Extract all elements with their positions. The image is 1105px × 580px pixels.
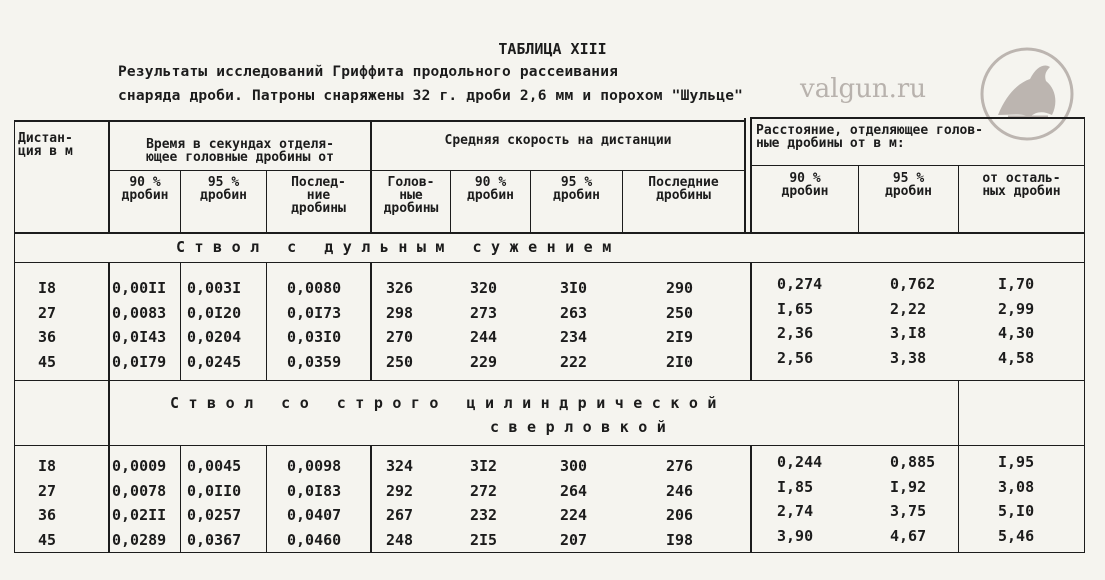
table-cell: 320 [470, 279, 498, 297]
table-column-vhead [386, 276, 413, 374]
table-cell: 4,58 [998, 348, 1035, 367]
table-cell: 2I0 [666, 352, 694, 371]
table-cell: 3,75 [890, 502, 927, 520]
header-time-95: 95 % дробин [200, 175, 247, 203]
table-column-vlast [666, 454, 693, 552]
table-cell: 0,0460 [287, 530, 342, 549]
table-cell: 0,0083 [112, 303, 167, 322]
table-cell: 0,0289 [112, 530, 167, 549]
table-cell: 45 [38, 352, 57, 371]
table-cell: 0,0098 [287, 457, 342, 475]
table-cell: 36 [38, 328, 57, 346]
table-cell: 0,0I43 [112, 328, 167, 346]
table-cell: 207 [560, 530, 588, 549]
table-column-dist [38, 276, 56, 374]
table-cell: 206 [666, 506, 694, 524]
table-cell: 3,38 [890, 348, 927, 367]
table-cell: 0,885 [890, 453, 936, 471]
table-cell: 3I0 [560, 279, 588, 297]
table-cell: 324 [386, 457, 414, 475]
table-cell: 2,22 [890, 299, 927, 318]
table-cell: 2,74 [777, 502, 814, 520]
section-title-cylinder-1: Ствол со строго цилиндрической [170, 394, 726, 412]
table-cell: 0,0245 [187, 352, 242, 371]
table-cell: 2,99 [998, 299, 1035, 318]
table-cell: 2I5 [470, 530, 498, 549]
table-cell: 0,0204 [187, 328, 242, 346]
table-cell: 3,08 [998, 477, 1035, 496]
table-column-v90 [470, 454, 497, 552]
header-speed-95: 95 % дробин [553, 175, 600, 203]
table-cell: 0,0009 [112, 457, 167, 475]
table-cell: 298 [386, 303, 414, 322]
table-column-t90 [112, 454, 166, 552]
table-cell: 0,0045 [187, 457, 242, 475]
table-cell: 272 [470, 481, 498, 500]
table-cell: 0,0I79 [112, 352, 167, 371]
table-cell: 3,90 [777, 526, 814, 545]
table-cell: 0,274 [777, 275, 823, 293]
table-cell: 290 [666, 279, 694, 297]
table-cell: 0,0407 [287, 506, 342, 524]
table-cell: 232 [470, 506, 498, 524]
table-column-v95 [560, 276, 587, 374]
table-cell: 3,I8 [890, 324, 927, 342]
table-column-v90 [470, 276, 497, 374]
table-cell: I8 [38, 457, 57, 475]
table-column-d95 [890, 272, 935, 370]
table-cell: 5,46 [998, 526, 1035, 545]
table-cell: 250 [386, 352, 414, 371]
table-cell: 4,30 [998, 324, 1035, 342]
table-cell: 300 [560, 457, 588, 475]
table-cell: 229 [470, 352, 498, 371]
header-distance-group: Расстояние, отделяющее голов- ные дробины от в м: [756, 123, 983, 151]
caption-line-2: снаряда дроби. Патроны снаряжены 32 г. дроби 2,6 мм и порохом "Шульце" [118, 88, 744, 104]
table-cell: 0,0359 [287, 352, 342, 371]
table-cell: 27 [38, 481, 57, 500]
table-cell: 0,02II [112, 506, 167, 524]
table-column-d95 [890, 450, 935, 548]
table-cell: 292 [386, 481, 414, 500]
watermark-text: valgun.ru [800, 74, 927, 104]
header-dist-95: 95 % дробин [885, 171, 932, 199]
table-column-d90 [777, 272, 822, 370]
table-cell: 246 [666, 481, 694, 500]
header-dist-rest: от осталь- ных дробин [982, 171, 1061, 199]
header-time-group: Время в секундах отделя- ющее головные дробины от [146, 137, 334, 165]
table-cell: I,95 [998, 453, 1035, 471]
table-column-d90 [777, 450, 822, 548]
section-title-choke: Ствол с дульным сужением [176, 238, 621, 256]
table-cell: 250 [666, 303, 694, 322]
table-cell: 273 [470, 303, 498, 322]
table-column-t95 [187, 276, 241, 374]
table-column-t95 [187, 454, 241, 552]
table-cell: 0,00II [112, 279, 167, 297]
header-time-last: Послед- ние дробины [291, 175, 346, 216]
table-cell: I8 [38, 279, 57, 297]
table-cell: 0,03I0 [287, 328, 342, 346]
table-column-v95 [560, 454, 587, 552]
table-cell: 2,36 [777, 324, 814, 342]
table-cell: 222 [560, 352, 588, 371]
table-cell: 3I2 [470, 457, 498, 475]
table-cell: 276 [666, 457, 694, 475]
table-column-vhead [386, 454, 413, 552]
header-speed-head: Голов- ные дробины [383, 175, 439, 216]
table-cell: 45 [38, 530, 57, 549]
header-dist-90: 90 % дробин [781, 171, 829, 199]
table-column-dist [38, 454, 56, 552]
header-speed-last: Последние дробины [648, 175, 719, 203]
caption-line-1: Результаты исследований Гриффита продольного рассеивания [118, 64, 619, 80]
table-cell: 36 [38, 506, 57, 524]
table-cell: I,65 [777, 299, 814, 318]
table-cell: 0,0II0 [187, 481, 242, 500]
table-cell: I,92 [890, 477, 927, 496]
table-column-tlast [287, 276, 341, 374]
table-cell: 0,244 [777, 453, 823, 471]
table-cell: 267 [386, 506, 414, 524]
table-column-t90 [112, 276, 166, 374]
grouse-logo-icon [978, 45, 1076, 143]
table-cell: 244 [470, 328, 498, 346]
table-cell: 0,0I20 [187, 303, 242, 322]
table-cell: 0,0367 [187, 530, 242, 549]
table-cell: 2I9 [666, 328, 694, 346]
table-cell: 0,0078 [112, 481, 167, 500]
table-cell: 27 [38, 303, 57, 322]
table-cell: 0,762 [890, 275, 936, 293]
table-cell: I,85 [777, 477, 814, 496]
table-cell: 248 [386, 530, 414, 549]
table-cell: 2,56 [777, 348, 814, 367]
table-cell: 224 [560, 506, 588, 524]
table-cell: 264 [560, 481, 588, 500]
table-cell: 5,I0 [998, 502, 1035, 520]
table-cell: 0,0I73 [287, 303, 342, 322]
table-cell: 270 [386, 328, 414, 346]
header-speed-90: 90 % дробин [467, 175, 514, 203]
table-column-vlast [666, 276, 693, 374]
header-speed-group: Средняя скорость на дистанции [444, 133, 672, 148]
table-cell: 326 [386, 279, 414, 297]
table-column-tlast [287, 454, 341, 552]
table-cell: 0,0I83 [287, 481, 342, 500]
table-cell: 4,67 [890, 526, 927, 545]
table-column-drest [998, 450, 1034, 548]
header-distance: Дистан- ция в м [18, 131, 73, 159]
section-title-cylinder-2: сверловкой [490, 418, 676, 436]
header-time-90: 90 % дробин [121, 175, 169, 203]
table-cell: I98 [666, 530, 694, 549]
table-cell: I,70 [998, 275, 1035, 293]
table-cell: 0,0257 [187, 506, 242, 524]
table-cell: 263 [560, 303, 588, 322]
table-column-drest [998, 272, 1034, 370]
table-cell: 0,003I [187, 279, 242, 297]
table-cell: 0,0080 [287, 279, 342, 297]
table-cell: 234 [560, 328, 588, 346]
table-title: ТАБЛИЦА XIII [498, 40, 607, 58]
